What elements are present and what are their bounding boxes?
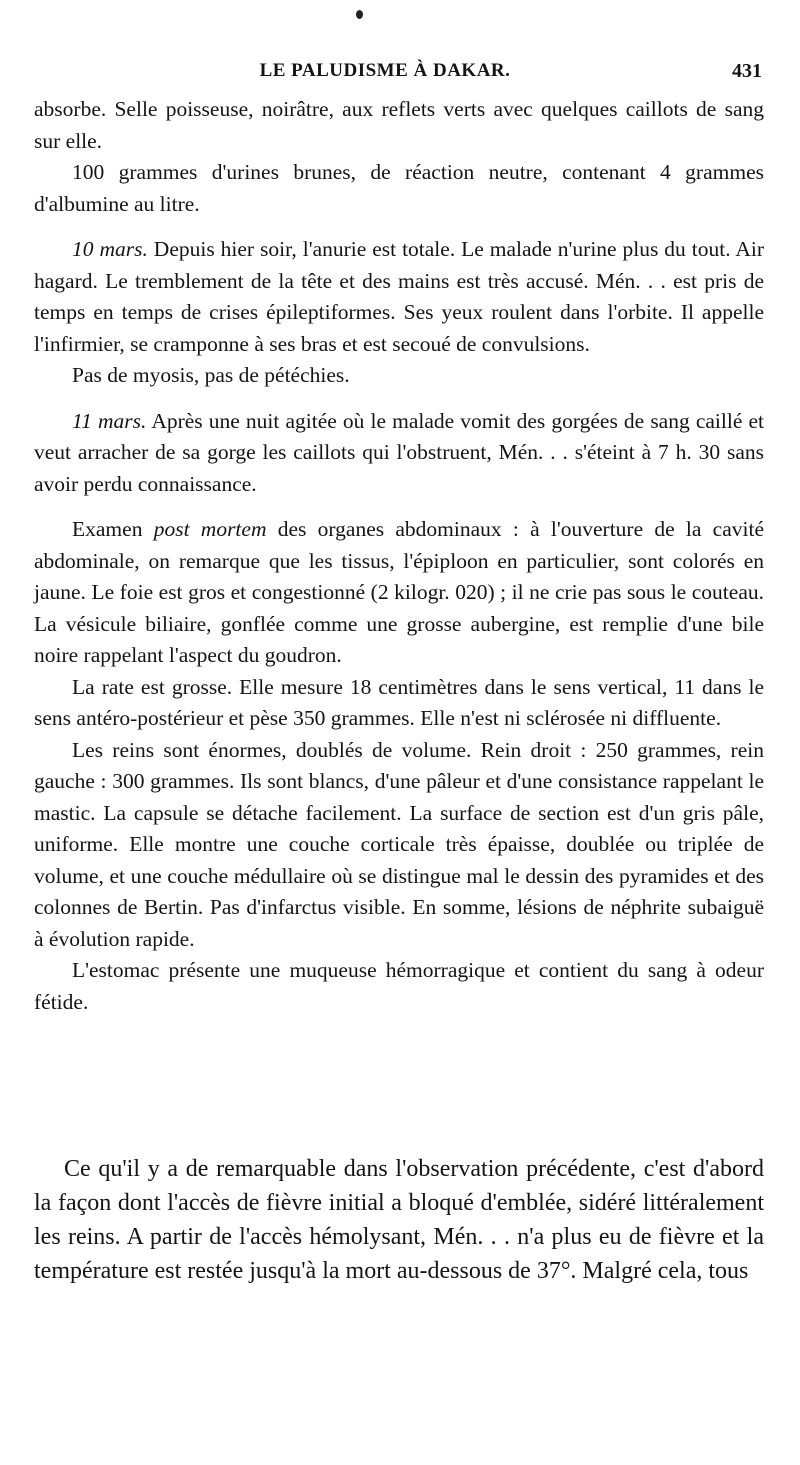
entry-11-mars bbox=[34, 406, 764, 501]
paragraph-spleen: La rate est grosse. Elle mesure 18 centimètres dans le sens vertical, 11 dans le sens antéro-postérieur et pèse 350 grammes. Elle n'est ni sclérosée ni diffluente. bbox=[34, 674, 764, 730]
paragraph-autopsy bbox=[34, 514, 764, 672]
page-number: 431 bbox=[732, 60, 762, 82]
observation-text bbox=[34, 94, 764, 1018]
paragraph-urine: 100 grammes d'urines brunes, de réaction neutre, contenant 4 grammes d'albumine au litre. bbox=[34, 160, 764, 216]
paragraph-stool: absorbe. Selle poisseuse, noirâtre, aux reflets verts avec quelques caillots de sang sur elle. bbox=[34, 97, 764, 153]
date-11-mars: 11 mars. bbox=[72, 408, 147, 433]
paragraph-kidneys: Les reins sont énormes, doublés de volume. Rein droit : 250 grammes, rein gauche : 300 grammes. Ils sont blancs, d'une pâleur et d'une consistance rappelant le mastic. La capsule se détache facilement. La surface de section est d'un gris pâle, uniforme. Elle montre une couche corticale très épaisse, doublée ou triplée de volume, et une couche médullaire où se distingue mal le dessin des pyramides et des colonnes de Bertin. Pas d'infarctus visible. En somme, lésions de néphrite subaiguë à évolution rapide. bbox=[34, 737, 764, 951]
commentary-text bbox=[34, 1152, 764, 1288]
running-title: LE PALUDISME À DAKAR. bbox=[259, 60, 511, 81]
entry-10-mars bbox=[34, 234, 764, 360]
paragraph-commentary: Ce qu'il y a de remarquable dans l'observation précédente, c'est d'abord la façon dont l'accès de fièvre initial a bloqué d'emblée, sidéré littéralement les reins. A partir de l'accès hémolysant, Mén. . . n'a plus eu de fièvre et la température est restée jusqu'à la mort au-dessous de 37°. Malgré cela, tous bbox=[34, 1156, 764, 1284]
date-10-mars: 10 mars. bbox=[72, 237, 148, 261]
autopsy-lead: Examen bbox=[72, 517, 154, 541]
paragraph-myosis: Pas de myosis, pas de pétéchies. bbox=[72, 363, 350, 387]
entry-11-mars-text: Après une nuit agitée où le malade vomit des gorgées de sang caillé et veut arracher de sa gorge les caillots qui l'obstruent, Mén. . . s'éteint à 7 h. 30 sans avoir perdu connaissance. bbox=[34, 408, 765, 496]
autopsy-text: des organes abdominaux : à l'ouverture de la cavité abdominale, on remarque que les tissus, l'épiploon en particulier, sont colorés en jaune. Le foie est gros et congestionné (2 kilogr. 020) ; il ne crie pas sous le couteau. La vésicule biliaire, gonflée comme une grosse aubergine, est remplie d'une bile noire rappelant l'aspect du goudron. bbox=[34, 517, 764, 667]
entry-10-mars-text: Depuis hier soir, l'anurie est totale. Le malade n'urine plus du tout. Air hagard. Le tremblement de la tête et des mains est très accusé. Mén. . . est pris de temps en temps de crises épileptiformes. Ses yeux roulent dans l'orbite. Il appelle l'infirmier, se cramponne à ses bras et est secoué de convulsions. bbox=[34, 237, 764, 356]
autopsy-italic: post mortem bbox=[153, 517, 267, 541]
page-header bbox=[0, 60, 800, 86]
paragraph-stomach: L'estomac présente une muqueuse hémorragique et contient du sang à odeur fétide. bbox=[34, 958, 764, 1014]
ink-spot bbox=[356, 10, 363, 19]
